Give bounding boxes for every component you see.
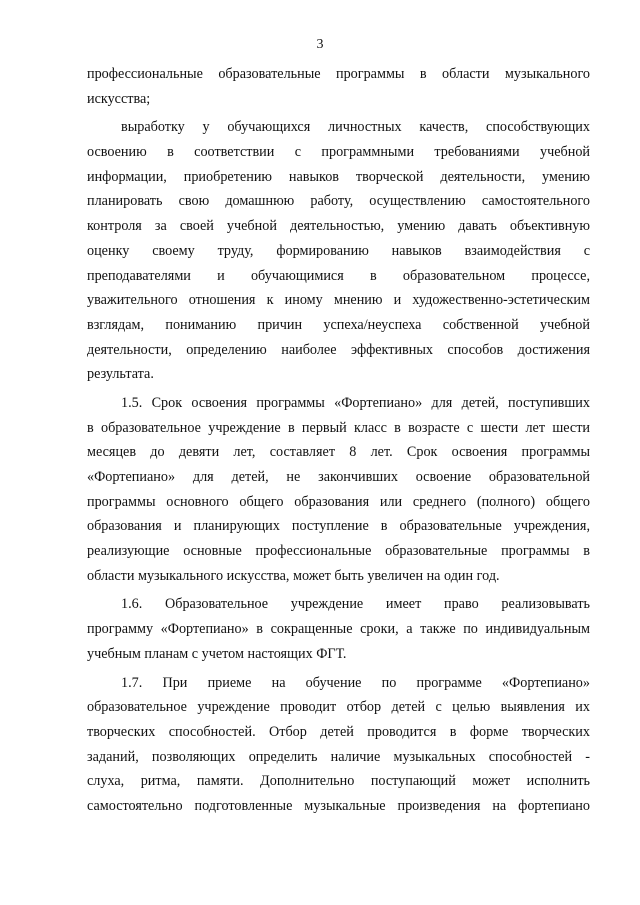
text-line: слуха, ритма, памяти. Дополнительно поступающий может исполнить <box>87 773 590 790</box>
text-line: выработку у обучающихся личностных качеств, способствующих <box>121 119 590 136</box>
text-line: контроля за своей учебной деятельностью, умению давать объективную <box>87 218 590 235</box>
paragraph <box>87 391 590 589</box>
text-line: реализующие основные профессиональные образовательные программы в <box>87 543 590 560</box>
text-line: 1.7. При приеме на обучение по программе «Фортепиано» <box>121 674 590 691</box>
text-line: деятельности, определению наиболее эффективных способов достижения <box>87 341 590 358</box>
paragraph <box>87 671 590 819</box>
text-line: 1.5. Срок освоения программы «Фортепиано» для детей, поступивших <box>121 394 590 411</box>
paragraph <box>87 62 590 111</box>
text-line: программы основного общего образования или среднего (полного) общего <box>87 493 590 510</box>
text-line: 1.6. Образовательное учреждение имеет право реализовывать <box>121 596 590 613</box>
text-line: «Фортепиано» для детей, не закончивших освоение образовательной <box>87 469 590 485</box>
text-line: творческих способностей. Отбор детей проводится в форме творческих <box>87 723 590 740</box>
text-line: освоению в соответствии с программными требованиями учебной <box>87 144 590 161</box>
text-line: самостоятельно подготовленные музыкальные произведения на фортепиано <box>87 797 590 814</box>
text-line: результата. <box>87 366 154 383</box>
text-line: в образовательное учреждение в первый класс в возрасте с шести лет шести <box>87 419 590 436</box>
text-line: уважительного отношения к иному мнению и художественно-эстетическим <box>87 292 590 309</box>
text-line: образовательное учреждение проводит отбор детей с целью выявления их <box>87 699 590 716</box>
page-number: 3 <box>316 37 324 52</box>
text-line: информации, приобретению навыков творческой деятельности, умению <box>87 168 590 185</box>
text-line: взглядам, пониманию причин успеха/неуспеха собственной учебной <box>87 316 590 333</box>
text-line: заданий, позволяющих определить наличие музыкальных способностей - <box>87 748 590 765</box>
text-line: учебным планам с учетом настоящих ФГТ. <box>87 645 347 662</box>
paragraph <box>87 592 590 666</box>
text-line: месяцев до девяти лет, составляет 8 лет. Срок освоения программы <box>87 444 590 461</box>
text-line: оценку своему труду, формированию навыков взаимодействия с <box>87 242 590 259</box>
text-line: образования и планирующих поступление в образовательные учреждения, <box>87 518 590 535</box>
text-line: планировать свою домашнюю работу, осуществлению самостоятельного <box>87 193 590 210</box>
text-line: искусства; <box>87 90 151 107</box>
text-line: программу «Фортепиано» в сокращенные сроки, а также по индивидуальным <box>87 621 590 638</box>
text-line: преподавателями и обучающимися в образовательном процессе, <box>87 267 590 284</box>
text-line: области музыкального искусства, может быть увеличен на один год. <box>87 567 500 584</box>
paragraph <box>87 115 590 387</box>
document-body <box>87 62 590 819</box>
text-line: профессиональные образовательные программы в области музыкального <box>87 66 590 82</box>
